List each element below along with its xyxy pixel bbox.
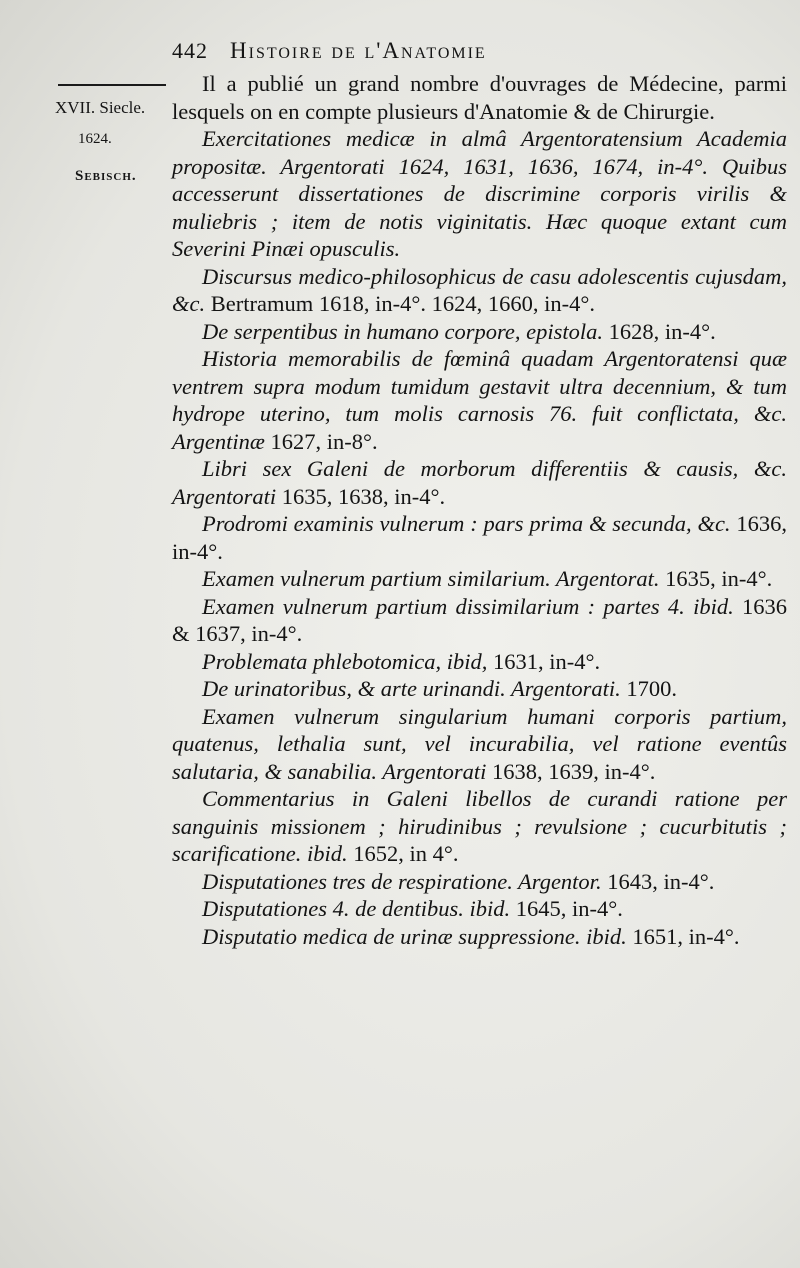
running-header [172,38,792,64]
bibliography-list [172,125,787,950]
margin-author: Sebisch. [75,168,137,184]
entry-publication: 1652, in 4°. [347,841,459,866]
entry-publication: 1651, in-4°. [626,923,740,949]
entry-title: Libri sex Galeni de morborum differentiis & causis, &c. Argentorati [172,456,787,509]
entry-title: De urinatoribus, & arte urinandi. Argentorati. [202,676,621,701]
entry-title: Problemata phlebotomica, ibid, [202,648,488,674]
entry-publication: 1627, in-8°. [264,428,378,454]
entry-publication: 1636 & 1637, in-4°. [172,593,787,646]
bibliography-entry [172,923,787,951]
entry-publication: 1636, in-4°. [172,511,788,564]
entry-title: Examen vulnerum singularium humani corporis partium, quatenus, lethalia sunt, vel incurabilia, vel ratione eventûs salutaria, & sanabilia. Argentorati [172,703,787,784]
entry-publication: 1643, in-4°. [601,868,715,894]
bibliography-entry [172,565,787,593]
page-title: Histoire de l'Anatomie [230,38,487,63]
bibliography-entry [172,895,787,923]
page-number: 442 [172,38,208,63]
margin-century: XVII. Siecle. [55,98,146,117]
bibliography-entry [172,318,787,346]
entry-publication: 1635, 1638, in-4°. [276,483,446,509]
bibliography-entry [172,455,787,510]
bibliography-entry [172,125,787,263]
bibliography-entry [172,345,787,455]
bibliography-entry [172,593,787,648]
entry-title: Examen vulnerum partium similarium. Argentorat. [202,566,660,591]
text-body [172,70,787,950]
entry-publication: 1635, in-4°. [659,566,773,591]
entry-publication: Bertramum 1618, in-4°. 1624, 1660, in-4°. [205,291,595,316]
entry-publication: 1645, in-4°. [510,896,623,921]
entry-title: Disputatio medica de urinæ suppressione. ibid. [202,923,627,949]
entry-publication: 1638, 1639, in-4°. [486,758,656,784]
entry-title: Historia memorabilis de fœminâ quadam Argentoratensi quæ ventrem supra modum tumidum gestavit ultra decennium, & tum hydrope uterino, tum molis carnosis 76. fuit conflictata, &c. Argentinæ [172,346,787,454]
bibliography-entry [172,675,787,703]
entry-title: Disputationes tres de respiratione. Argentor. [202,868,602,894]
bibliography-entry [172,510,787,565]
entry-title: Commentarius in Galeni libellos de curandi ratione per sanguinis missionem ; hirudinibus ; revulsione ; cucurbitutis ; scarificatione. ibid. [172,786,787,866]
bibliography-entry [172,703,787,786]
margin-year: 1624. [78,131,112,147]
entry-title: Prodromi examinis vulnerum : pars prima & secunda, &c. [202,511,731,536]
entry-publication: 1628, in-4°. [603,318,716,344]
bibliography-entry [172,263,787,318]
entry-title: Examen vulnerum partium dissimilarium : partes 4. ibid. [202,593,734,619]
bibliography-entry [172,648,787,676]
margin-rule [58,84,166,86]
entry-title: De serpentibus in humano corpore, epistola. [202,318,604,344]
entry-title: Discursus medico-philosophicus de casu adolescentis cujusdam, &c. [172,263,787,316]
entry-publication: 1700. [620,676,678,701]
bibliography-entry [172,785,787,868]
entry-publication: 1631, in-4°. [487,648,601,674]
entry-title: Disputationes 4. de dentibus. ibid. [202,896,511,921]
intro-paragraph: Il a publié un grand nombre d'ouvrages de Médecine, parmi lesquels on en compte plusieurs d'Anatomie & de Chirurgie. [172,71,787,124]
bibliography-entry [172,868,787,896]
entry-title: Exercitationes medicæ in almâ Argentoratensium Academia propositæ. Argentorati 1624, 1631, 1636, 1674, in-4°. Quibus accesserunt dissertationes de discrimine corporis virilis & muliebris ; item de notis viginitatis. Hæc quoque extant cum Severini Pinæi opusculis. [172,126,787,261]
